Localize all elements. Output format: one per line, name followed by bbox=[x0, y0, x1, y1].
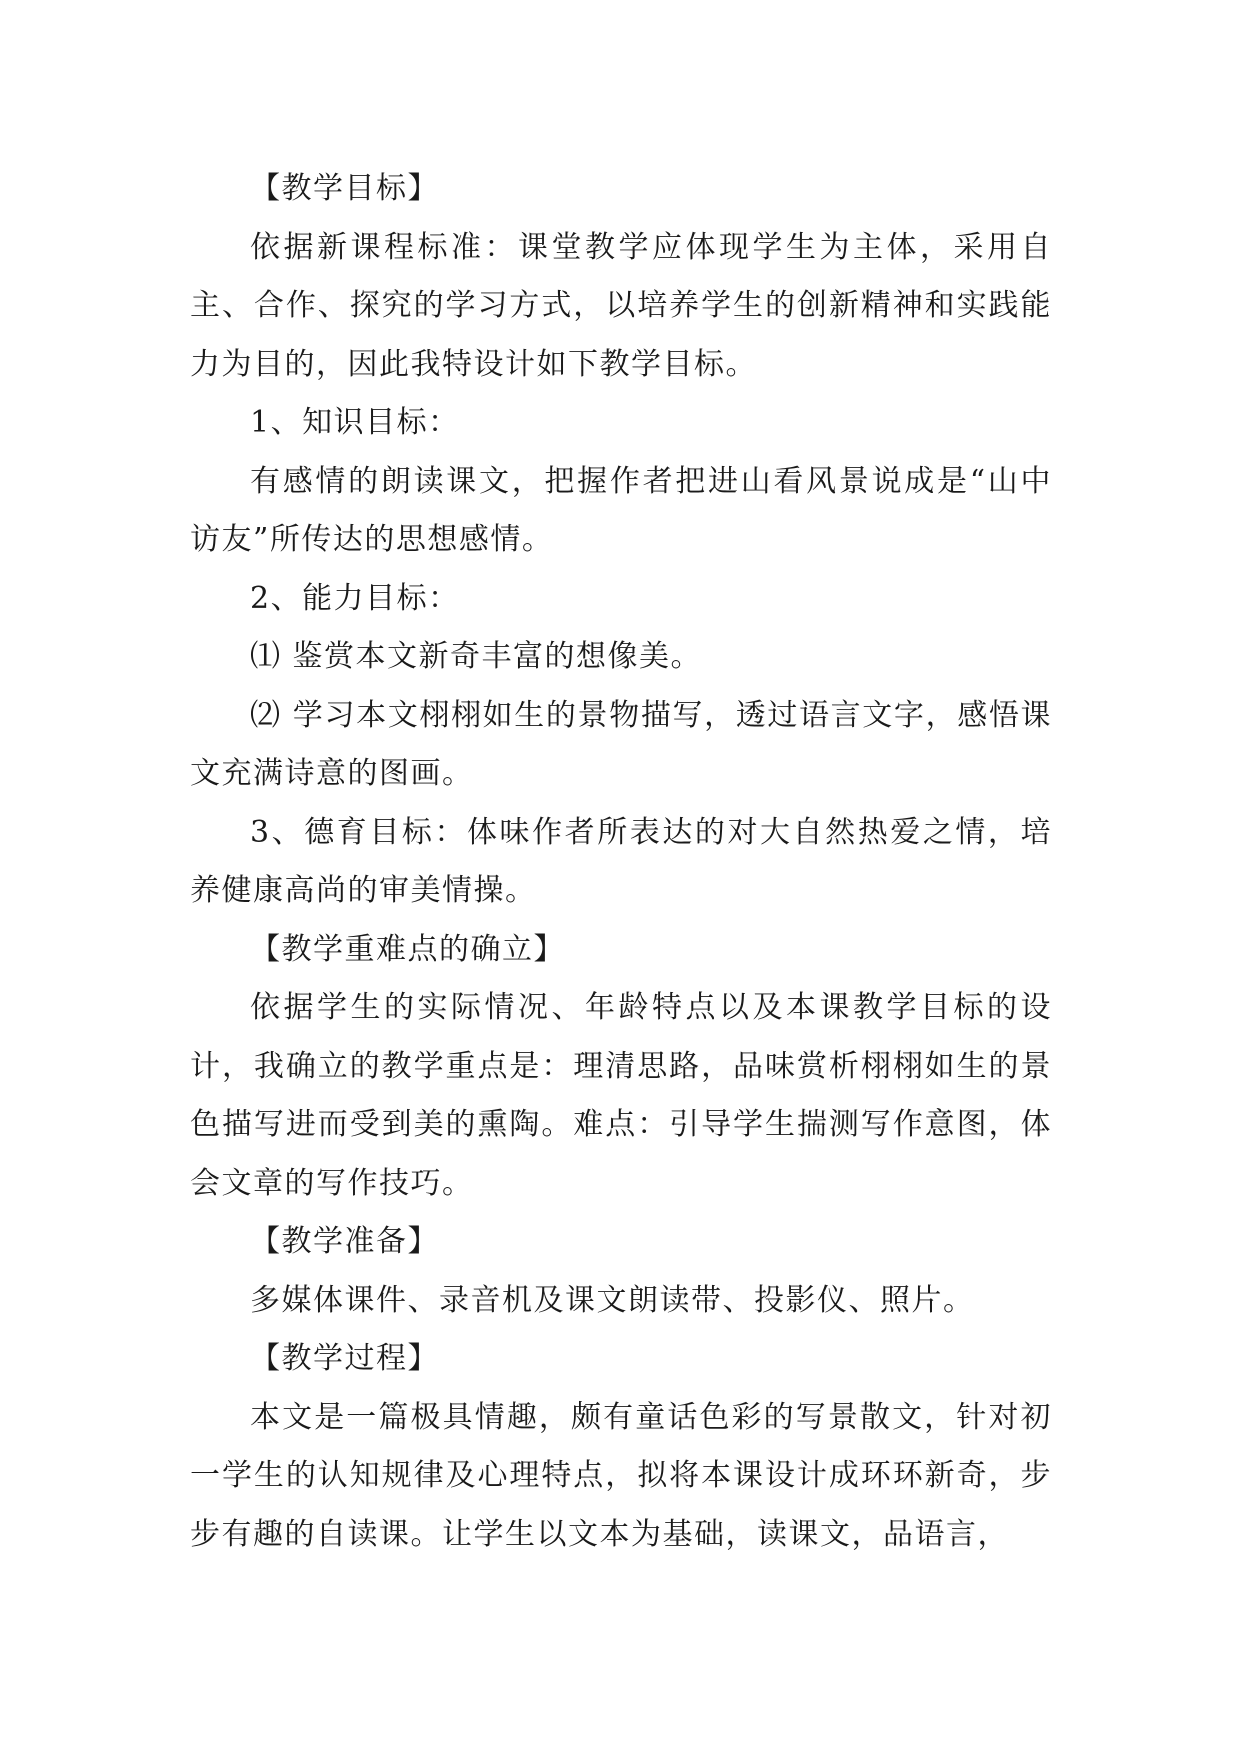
list-item-ability-2: ⑵ 学习本文栩栩如生的景物描写，透过语言文字，感悟课文充满诗意的图画。 bbox=[190, 697, 1052, 791]
paragraph-knowledge-goal: 有感情的朗读课文，把握作者把进山看风景说成是“山中访友”所传达的思想感情。 bbox=[190, 463, 1052, 557]
paragraph-moral-goal: 3、德育目标：体味作者所表达的对大自然热爱之情，培养健康高尚的审美情操。 bbox=[190, 814, 1052, 908]
paragraph-goals-intro: 依据新课程标准：课堂教学应体现学生为主体，采用自主、合作、探究的学习方式，以培养学生的创新精神和实践能力为目的，因此我特设计如下教学目标。 bbox=[190, 229, 1052, 382]
document-page bbox=[190, 160, 1052, 1564]
paragraph-key-points: 依据学生的实际情况、年龄特点以及本课教学目标的设计，我确立的教学重点是：理清思路，品味赏析栩栩如生的景色描写进而受到美的熏陶。难点：引导学生揣测写作意图，体会文章的写作技巧。 bbox=[190, 990, 1052, 1201]
section-heading-process: 【教学过程】 bbox=[250, 1341, 439, 1376]
list-item-ability-1: ⑴ 鉴赏本文新奇丰富的想像美。 bbox=[250, 639, 703, 674]
section-heading-preparation: 【教学准备】 bbox=[250, 1224, 439, 1259]
item-knowledge-goal-heading: 1、知识目标： bbox=[250, 405, 460, 440]
section-heading-teaching-goals: 【教学目标】 bbox=[250, 171, 439, 206]
paragraph-preparation: 多媒体课件、录音机及课文朗读带、投影仪、照片。 bbox=[250, 1282, 975, 1318]
section-heading-key-points: 【教学重难点的确立】 bbox=[250, 931, 565, 967]
item-ability-goal-heading: 2、能力目标： bbox=[250, 580, 460, 616]
paragraph-process: 本文是一篇极具情趣，颇有童话色彩的写景散文，针对初一学生的认知规律及心理特点，拟将本课设计成环环新奇，步步有趣的自读课。让学生以文本为基础，读课文，品语言， bbox=[190, 1399, 1052, 1552]
